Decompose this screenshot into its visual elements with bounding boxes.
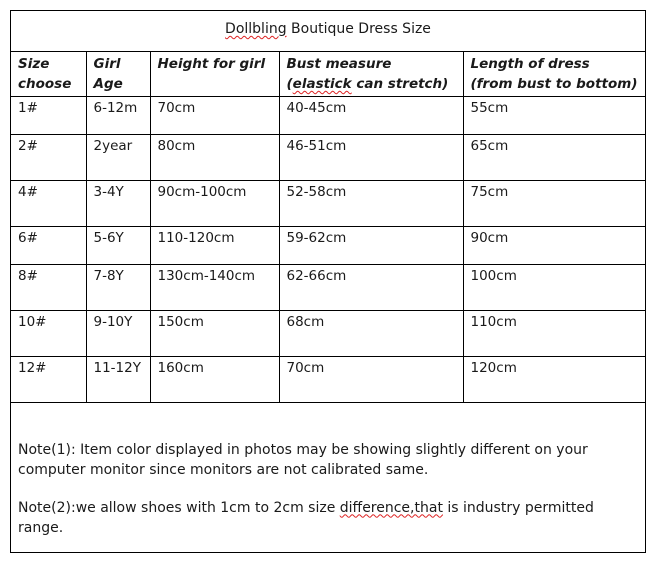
- title-rest: Boutique Dress Size: [286, 21, 431, 37]
- cell-bust: 52-58cm: [279, 180, 463, 226]
- cell-age: 7-8Y: [86, 264, 150, 310]
- note-1: Note(1): Item color displayed in photos may be showing slightly different on your computer monitor since monitors are not calibrated same.: [18, 441, 588, 478]
- cell-size: 1#: [11, 96, 86, 134]
- cell-height: 110-120cm: [150, 226, 279, 264]
- cell-height: 150cm: [150, 310, 279, 356]
- header-bust-elastick: elastick: [292, 76, 352, 92]
- table-row: [11, 180, 645, 226]
- header-age: Girl Age: [86, 52, 150, 96]
- cell-bust: 70cm: [279, 356, 463, 402]
- cell-length: 110cm: [463, 310, 645, 356]
- cell-size: 4#: [11, 180, 86, 226]
- cell-height: 160cm: [150, 356, 279, 402]
- size-chart-sheet: [10, 10, 646, 553]
- title-brand: Dollbling: [225, 21, 287, 37]
- cell-length: 65cm: [463, 134, 645, 180]
- cell-age: 11-12Y: [86, 356, 150, 402]
- table-header-row: [11, 52, 645, 96]
- table-row: [11, 264, 645, 310]
- chart-title: [11, 11, 645, 52]
- note-2: Note(2):we allow shoes with 1cm to 2cm size difference,that is industry permitted range.: [18, 499, 599, 536]
- table-row: [11, 134, 645, 180]
- header-height: Height for girl: [150, 52, 279, 96]
- cell-age: 5-6Y: [86, 226, 150, 264]
- cell-bust: 59-62cm: [279, 226, 463, 264]
- cell-height: 130cm-140cm: [150, 264, 279, 310]
- cell-age: 6-12m: [86, 96, 150, 134]
- cell-bust: 62-66cm: [279, 264, 463, 310]
- cell-length: 120cm: [463, 356, 645, 402]
- cell-size: 6#: [11, 226, 86, 264]
- cell-size: 2#: [11, 134, 86, 180]
- cell-height: 70cm: [150, 96, 279, 134]
- cell-size: 12#: [11, 356, 86, 402]
- cell-age: 9-10Y: [86, 310, 150, 356]
- table-row: [11, 96, 645, 134]
- cell-bust: 40-45cm: [279, 96, 463, 134]
- cell-bust: 68cm: [279, 310, 463, 356]
- table-row: [11, 310, 645, 356]
- size-table: [11, 52, 645, 403]
- cell-age: 2year: [86, 134, 150, 180]
- cell-size: 8#: [11, 264, 86, 310]
- cell-length: 90cm: [463, 226, 645, 264]
- cell-height: 80cm: [150, 134, 279, 180]
- table-row: [11, 356, 645, 402]
- cell-length: 100cm: [463, 264, 645, 310]
- cell-age: 3-4Y: [86, 180, 150, 226]
- header-length: Length of dress (from bust to bottom): [463, 52, 645, 96]
- header-size: Size choose: [11, 52, 86, 96]
- cell-size: 10#: [11, 310, 86, 356]
- table-row: [11, 226, 645, 264]
- notes-section: [11, 403, 645, 538]
- cell-height: 90cm-100cm: [150, 180, 279, 226]
- note-2-underlined-word: difference,that: [339, 499, 443, 516]
- cell-length: 75cm: [463, 180, 645, 226]
- cell-bust: 46-51cm: [279, 134, 463, 180]
- cell-length: 55cm: [463, 96, 645, 134]
- header-bust: Bust measure (elastick can stretch): [279, 52, 463, 96]
